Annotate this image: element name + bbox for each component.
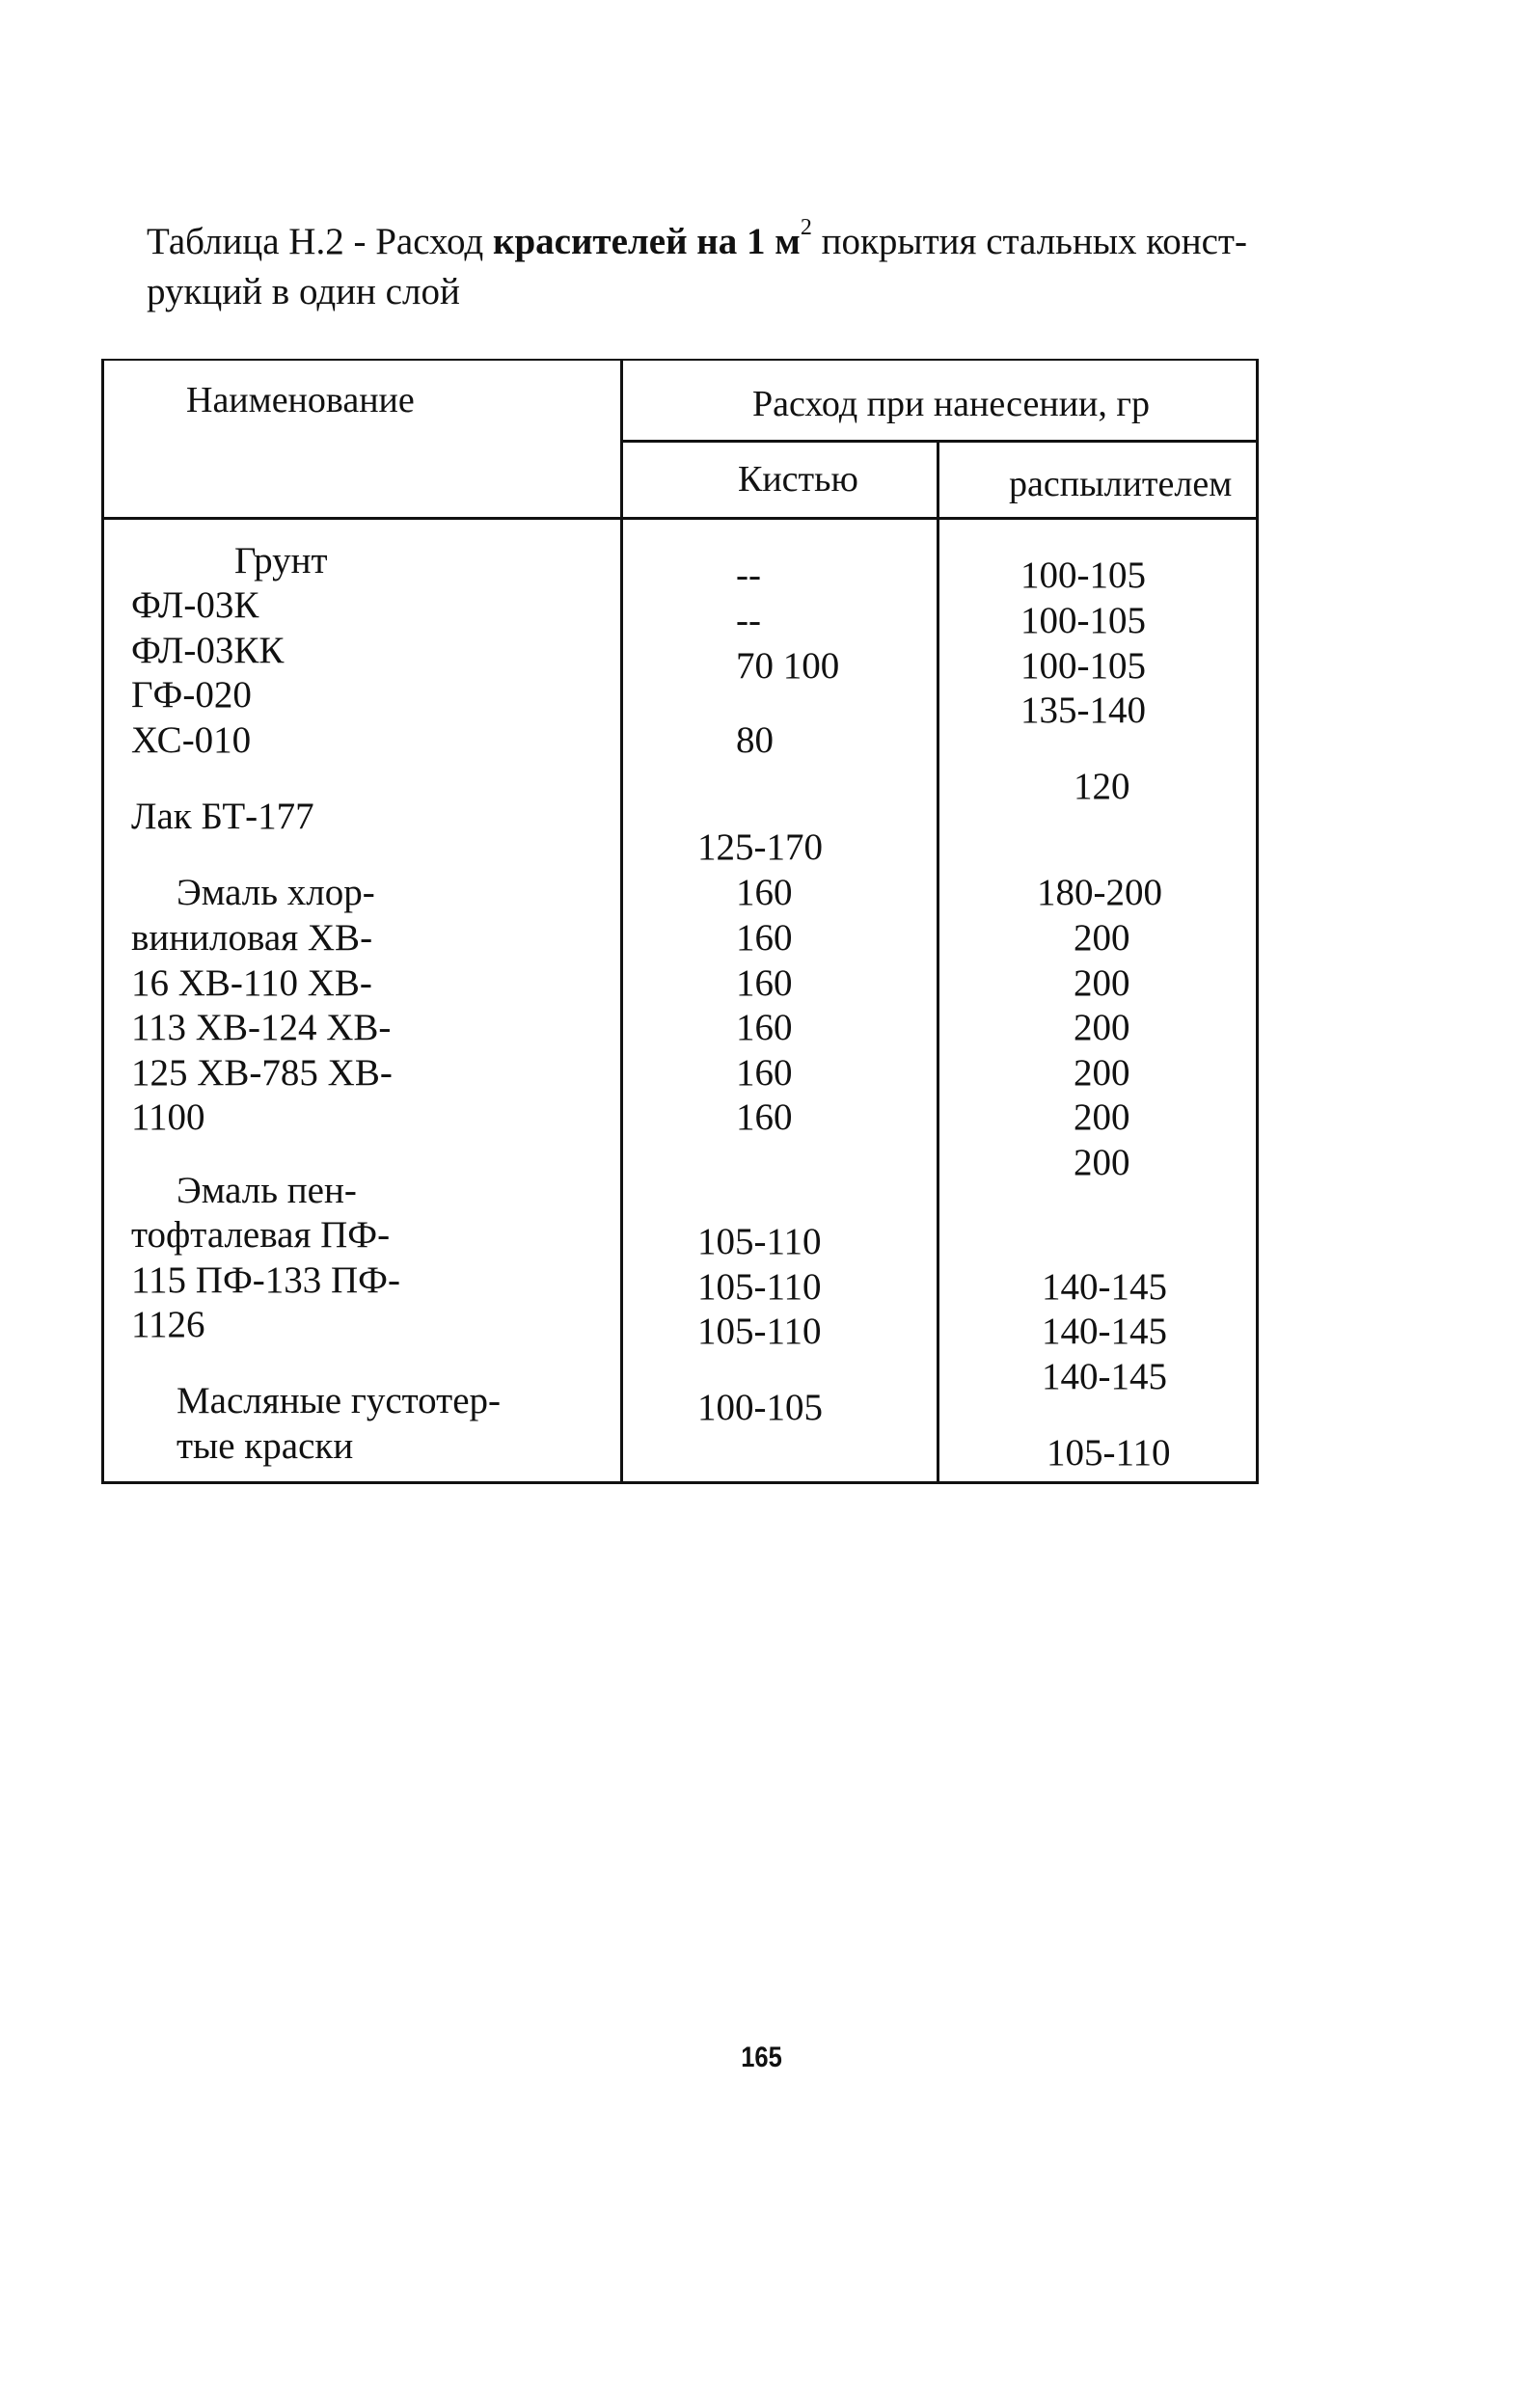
name-line: Лак БТ-177 [131, 796, 314, 837]
sprayer-value: 140-145 [1042, 1311, 1167, 1352]
brush-value: 105-110 [697, 1221, 822, 1262]
sprayer-value: 135-140 [1020, 690, 1146, 731]
brush-value: 80 [736, 719, 774, 761]
sprayer-value: 100-105 [1020, 600, 1146, 641]
name-line: 1100 [131, 1096, 205, 1138]
divider-header-group [620, 440, 1259, 443]
brush-value: 160 [736, 1096, 793, 1138]
brush-value: 105-110 [697, 1266, 822, 1308]
paint-consumption-table [101, 359, 1259, 1484]
brush-value: 160 [736, 872, 793, 913]
name-line: ХС-010 [131, 719, 252, 761]
brush-value: 160 [736, 1007, 793, 1048]
caption-prefix: Таблица Н.2 - Расход [147, 221, 493, 262]
name-line: 115 ПФ-133 ПФ- [131, 1259, 400, 1301]
header-name: Наименование [186, 380, 415, 420]
header-sprayer: распылителем [1009, 464, 1233, 504]
sprayer-value: 200 [1074, 1052, 1130, 1094]
table-caption [147, 217, 1323, 317]
name-line: ФЛ-03К [131, 584, 259, 626]
sprayer-value: 105-110 [1047, 1432, 1171, 1474]
brush-value: 160 [736, 917, 793, 959]
sprayer-value: 200 [1074, 1096, 1130, 1138]
sprayer-value: 140-145 [1042, 1356, 1167, 1397]
name-line: 113 ХВ-124 ХВ- [131, 1007, 392, 1048]
brush-value: -- [736, 555, 761, 596]
caption-suffix: покрытия стальных конст- [811, 221, 1247, 262]
brush-value: 125-170 [697, 826, 823, 868]
sprayer-value: 180-200 [1037, 872, 1162, 913]
caption-superscript: 2 [800, 215, 812, 240]
name-line: Масляные густотер- [177, 1380, 501, 1421]
sprayer-value: 200 [1074, 962, 1130, 1004]
brush-value: 105-110 [697, 1311, 822, 1352]
sprayer-value: 200 [1074, 1142, 1130, 1183]
sprayer-value: 100-105 [1020, 555, 1146, 596]
name-line: ГФ-020 [131, 674, 252, 716]
brush-value: 160 [736, 1052, 793, 1094]
caption-line-2: рукций в один слой [147, 271, 460, 312]
header-consumption-group: Расход при нанесении, гр [752, 384, 1150, 424]
sprayer-value: 100-105 [1020, 645, 1146, 687]
name-line: 16 ХВ-110 ХВ- [131, 962, 372, 1004]
divider-brush-column [937, 440, 939, 1483]
name-line: 125 ХВ-785 ХВ- [131, 1052, 393, 1094]
divider-name-column [620, 361, 623, 1483]
name-line: Эмаль пен- [177, 1170, 357, 1211]
header-brush: Кистью [738, 459, 858, 500]
name-line: тофталевая ПФ- [131, 1214, 391, 1256]
sprayer-value: 140-145 [1042, 1266, 1167, 1308]
sprayer-value: 200 [1074, 917, 1130, 959]
sprayer-value: 200 [1074, 1007, 1130, 1048]
caption-bold: красителей на 1 м [492, 221, 801, 262]
sprayer-value: 120 [1074, 766, 1130, 807]
divider-header-bottom [104, 517, 1259, 520]
name-line: Эмаль хлор- [177, 872, 375, 913]
brush-value: -- [736, 600, 761, 641]
name-line: 1126 [131, 1304, 205, 1345]
page-number: 165 [741, 2042, 782, 2073]
brush-value: 160 [736, 962, 793, 1004]
name-line: виниловая ХВ- [131, 917, 373, 959]
brush-value: 100-105 [697, 1387, 823, 1428]
name-line: тые краски [177, 1425, 354, 1467]
name-line: ФЛ-03КК [131, 630, 285, 671]
name-line: Грунт [234, 540, 328, 582]
brush-value: 70 100 [736, 645, 840, 687]
